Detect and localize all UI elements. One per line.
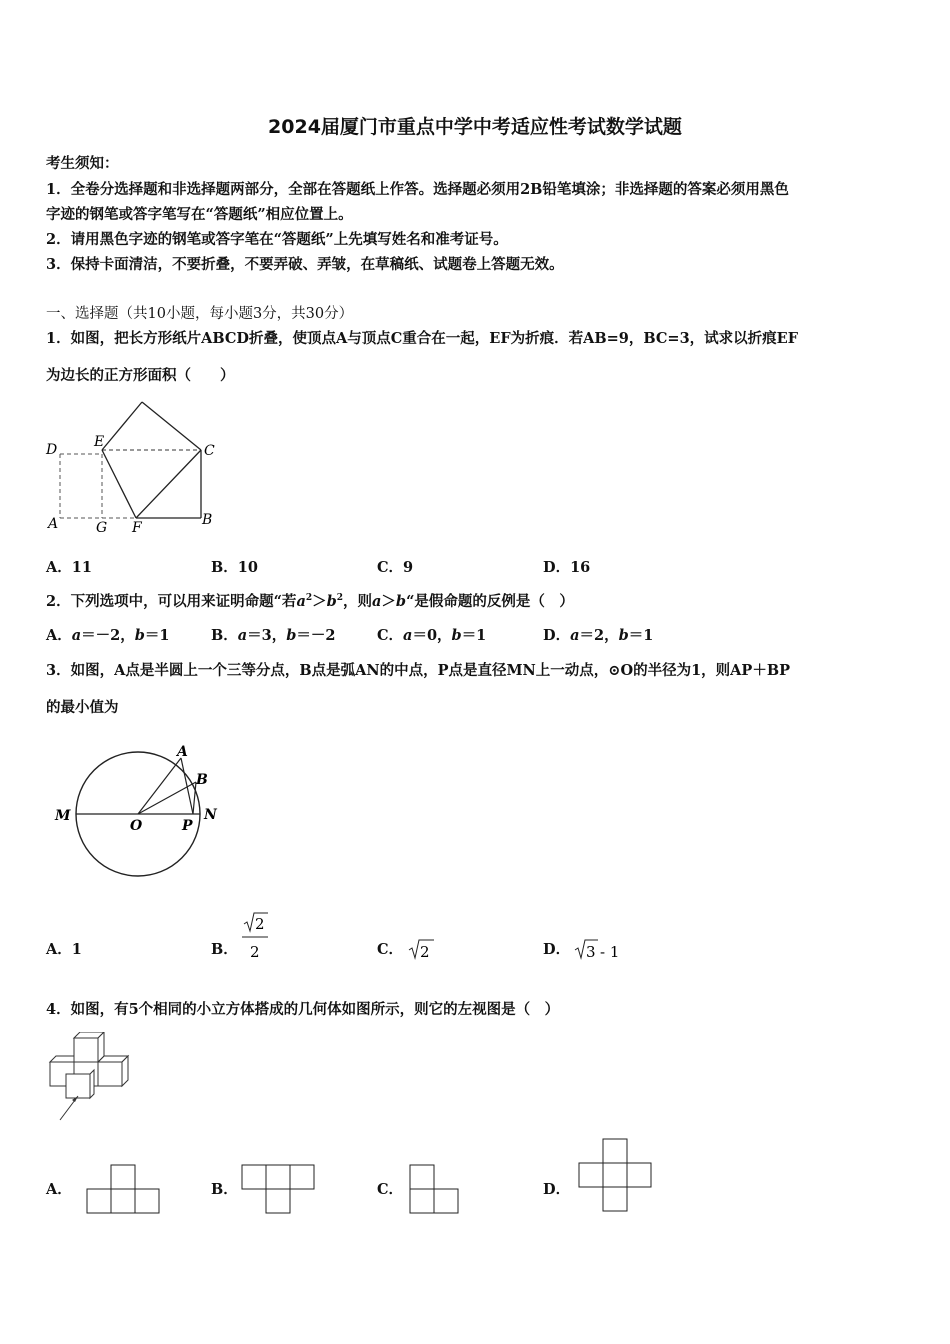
label-F: F [132, 520, 142, 536]
q4-option-c-view [409, 1164, 461, 1216]
q3-option-d-letter[interactable]: D． [543, 941, 571, 958]
label-G: G [96, 520, 108, 536]
q1-option-d[interactable]: D．16 [543, 559, 591, 576]
notice-line-2: 2．请用黑色字迹的钢笔或答字笔在“答题纸”上先填写姓名和准考证号。 [46, 231, 508, 248]
q1-option-b[interactable]: B．10 [211, 559, 258, 576]
notice-heading: 考生须知： [46, 155, 119, 172]
q3-option-c-letter[interactable]: C． [377, 941, 404, 958]
q3-option-d-sqrt [572, 936, 632, 964]
q4-option-a-letter[interactable]: A． [46, 1181, 72, 1198]
q4-option-b-letter[interactable]: B． [211, 1181, 238, 1198]
svg-text:- 1: - 1 [600, 943, 620, 961]
notice-line-3: 3．保持卡面清洁，不要折叠，不要弄破、弄皱，在草稿纸、试题卷上答题无效。 [46, 256, 564, 273]
label-E: E [94, 434, 105, 450]
label-O: O [130, 818, 143, 834]
q1-option-a[interactable]: A．11 [46, 559, 92, 576]
q4-text: 4．如图，有5个相同的小立方体搭成的几何体如图所示，则它的左视图是（ ） [46, 1001, 560, 1018]
q1-figure-folded-rectangle [40, 396, 230, 538]
label-M: M [55, 808, 71, 824]
q2-option-b[interactable]: B．a＝3，b＝－2 [211, 627, 336, 644]
label-B: B [196, 772, 208, 788]
q4-option-c-letter[interactable]: C． [377, 1181, 404, 1198]
svg-text:3: 3 [586, 943, 596, 961]
q2-option-d[interactable]: D．a＝2，b＝1 [543, 627, 654, 644]
svg-text:2: 2 [250, 943, 260, 961]
q2-option-a[interactable]: A．a＝－2，b＝1 [46, 627, 170, 644]
q1-text-line1: 1．如图，把长方形纸片ABCD折叠，使顶点A与顶点C重合在一起，EF为折痕．若AB=9，BC=3，试求以折痕EF [46, 330, 799, 347]
section-heading: 一、选择题（共10小题，每小题3分，共30分） [46, 306, 354, 322]
q1-option-c[interactable]: C．9 [377, 559, 414, 576]
q4-option-d-letter[interactable]: D． [543, 1181, 571, 1198]
q3-option-b-fraction [238, 910, 274, 964]
q2-text: 2．下列选项中，可以用来证明命题“若$a^2>b^2$，则a＞b“是假命题的反例是（ ） [46, 593, 574, 610]
q4-option-b-view [241, 1164, 315, 1216]
q4-option-a-view [86, 1164, 160, 1216]
q1-text-line2: 为边长的正方形面积（ ） [46, 367, 235, 384]
label-B: B [202, 512, 213, 528]
label-D: D [46, 442, 58, 458]
label-P: P [182, 818, 193, 834]
notice-line-1b: 字迹的钢笔或答字笔写在“答题纸”相应位置上。 [46, 206, 353, 223]
label-C: C [204, 443, 215, 459]
page-title: 2024届厦门市重点中学中考适应性考试数学试题 [268, 116, 682, 138]
label-N: N [204, 807, 217, 823]
notice-line-1a: 1．全卷分选择题和非选择题两部分，全部在答题纸上作答。选择题必须用2B铅笔填涂；非选择题的答案必须用黑色 [46, 181, 789, 198]
q4-figure-cubes [44, 1032, 136, 1122]
label-A: A [177, 744, 188, 760]
q3-text-line1: 3．如图，A点是半圆上一个三等分点，B点是弧AN的中点，P点是直径MN上一动点，⊙O的半径为1，则AP＋BP [46, 662, 790, 679]
q2-option-c[interactable]: C．a＝0，b＝1 [377, 627, 487, 644]
q3-option-a[interactable]: A．1 [46, 941, 82, 958]
q3-figure-circle [50, 738, 230, 890]
q3-option-c-sqrt [406, 936, 440, 964]
svg-text:2: 2 [255, 915, 265, 933]
svg-text:2: 2 [420, 943, 430, 961]
q4-option-d-view [578, 1138, 654, 1216]
label-A: A [48, 516, 59, 532]
q3-text-line2: 的最小值为 [46, 699, 119, 716]
q3-option-b-letter[interactable]: B． [211, 941, 238, 958]
